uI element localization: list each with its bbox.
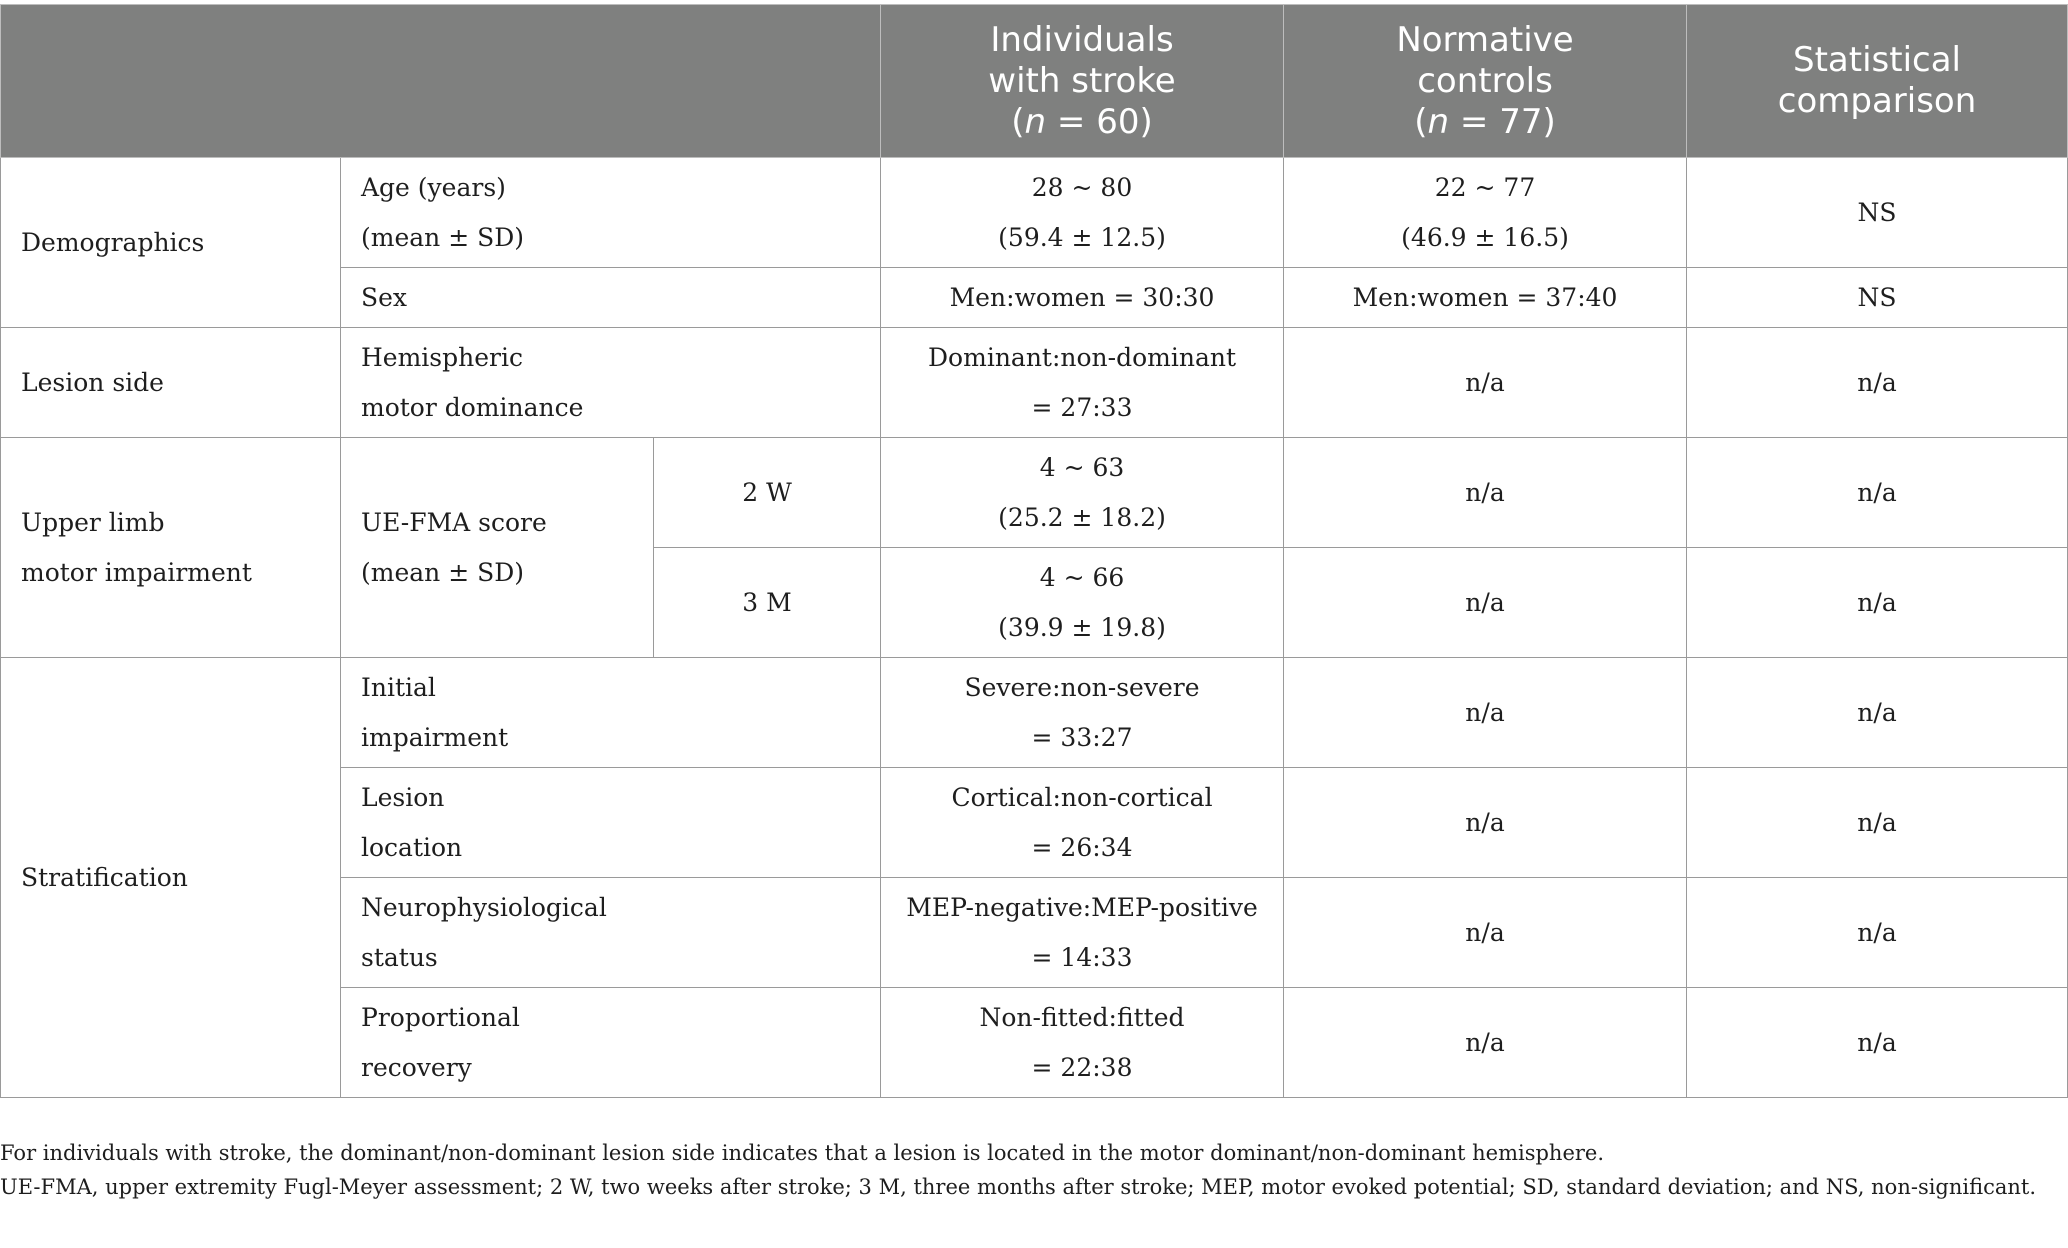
- header-blank-cell: [1, 5, 881, 158]
- cell-stroke-3m: 4 ~ 66 (39.9 ± 19.8): [881, 548, 1284, 658]
- timepoint-3m: 3 M: [654, 548, 881, 658]
- group-upper-limb: Upper limb motor impairment: [1, 438, 341, 658]
- cell-comparison-sex: NS: [1687, 268, 2068, 328]
- sublabel-neurophysiological: Neurophysiological status: [341, 878, 881, 988]
- cell-comparison-age: NS: [1687, 158, 2068, 268]
- footnote-lesion-side: For individuals with stroke, the dominant/non-dominant lesion side indicates that a lesion is located in the motor dominant/non-dominant hemisphere.: [0, 1141, 1605, 1165]
- cell-controls-proportional: n/a: [1284, 988, 1687, 1098]
- cell-comparison-initial: n/a: [1687, 658, 2068, 768]
- timepoint-2w: 2 W: [654, 438, 881, 548]
- group-stratification: Stratification: [1, 658, 341, 1098]
- sublabel-age: Age (years) (mean ± SD): [341, 158, 881, 268]
- header-comparison: Statistical comparison: [1687, 5, 2068, 158]
- sublabel-proportional: Proportional recovery: [341, 988, 881, 1098]
- cell-comparison-neuro: n/a: [1687, 878, 2068, 988]
- cell-stroke-neuro: MEP-negative:MEP-positive = 14:33: [881, 878, 1284, 988]
- cell-comparison-location: n/a: [1687, 768, 2068, 878]
- cell-stroke-proportional: Non-fitted:fitted = 22:38: [881, 988, 1284, 1098]
- sublabel-initial-impairment: Initial impairment: [341, 658, 881, 768]
- cell-stroke-location: Cortical:non-cortical = 26:34: [881, 768, 1284, 878]
- table-row: [1, 658, 2068, 768]
- cell-controls-age: 22 ~ 77 (46.9 ± 16.5): [1284, 158, 1687, 268]
- sublabel-lesion-location: Lesion location: [341, 768, 881, 878]
- table-row: [1, 438, 2068, 548]
- cell-controls-3m: n/a: [1284, 548, 1687, 658]
- cell-comparison-2w: n/a: [1687, 438, 2068, 548]
- sublabel-hemispheric: Hemispheric motor dominance: [341, 328, 881, 438]
- cell-controls-location: n/a: [1284, 768, 1687, 878]
- table-row: [1, 158, 2068, 268]
- cell-controls-2w: n/a: [1284, 438, 1687, 548]
- header-controls: Normative controls (n = 77): [1284, 5, 1687, 158]
- cell-stroke-lesion-side: Dominant:non-dominant = 27:33: [881, 328, 1284, 438]
- cell-controls-initial: n/a: [1284, 658, 1687, 768]
- sublabel-sex: Sex: [341, 268, 881, 328]
- footnote-abbreviations: UE-FMA, upper extremity Fugl-Meyer assessment; 2 W, two weeks after stroke; 3 M, three months after stroke; MEP, motor evoked potential; SD, standard deviation; and NS, non-significant.: [0, 1175, 2037, 1199]
- table-row: [1, 328, 2068, 438]
- cell-comparison-3m: n/a: [1687, 548, 2068, 658]
- cell-stroke-sex: Men:women = 30:30: [881, 268, 1284, 328]
- cell-controls-neuro: n/a: [1284, 878, 1687, 988]
- header-row: [1, 5, 2068, 158]
- cell-stroke-2w: 4 ~ 63 (25.2 ± 18.2): [881, 438, 1284, 548]
- cell-stroke-age: 28 ~ 80 (59.4 ± 12.5): [881, 158, 1284, 268]
- sublabel-ue-fma: UE-FMA score (mean ± SD): [341, 438, 654, 658]
- cell-controls-lesion-side: n/a: [1284, 328, 1687, 438]
- cell-controls-sex: Men:women = 37:40: [1284, 268, 1687, 328]
- cell-stroke-initial: Severe:non-severe = 33:27: [881, 658, 1284, 768]
- characteristics-table: [0, 4, 2068, 1098]
- header-stroke: Individuals with stroke (n = 60): [881, 5, 1284, 158]
- group-lesion-side: Lesion side: [1, 328, 341, 438]
- cell-comparison-lesion-side: n/a: [1687, 328, 2068, 438]
- table-footnotes: [0, 1136, 2036, 1204]
- group-demographics: Demographics: [1, 158, 341, 328]
- cell-comparison-proportional: n/a: [1687, 988, 2068, 1098]
